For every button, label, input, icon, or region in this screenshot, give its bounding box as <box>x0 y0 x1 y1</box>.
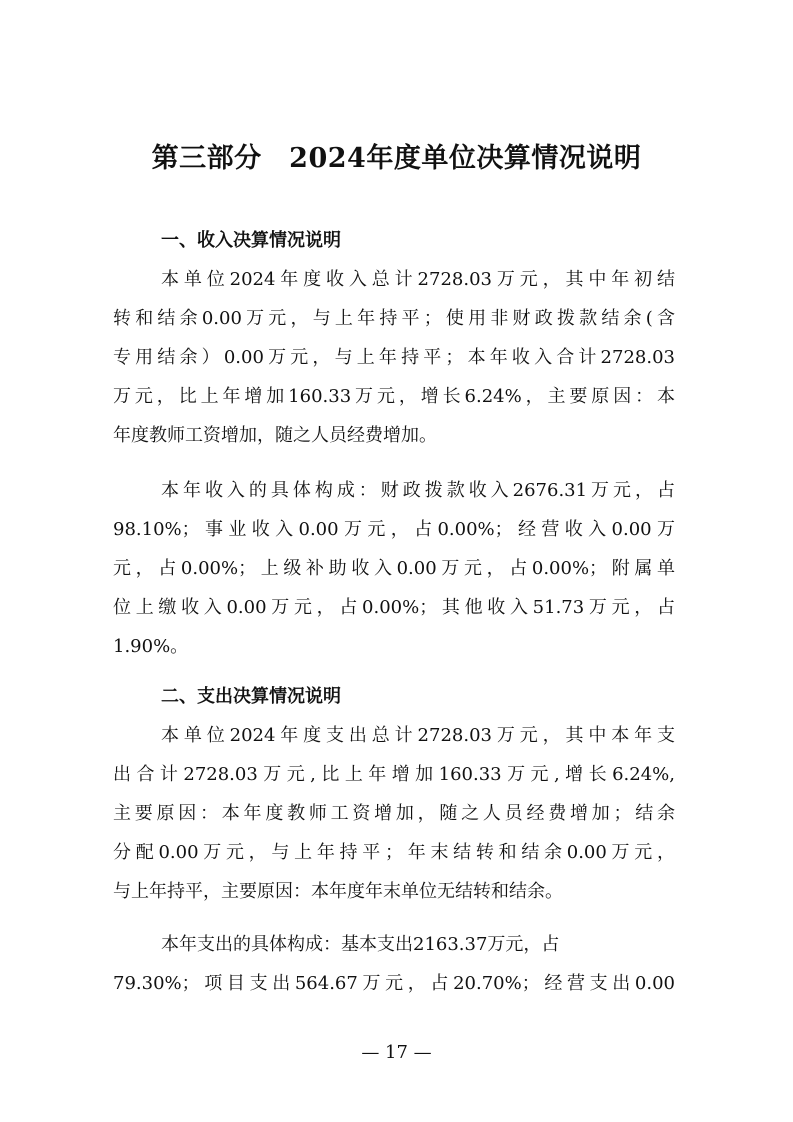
text-line: 本年收入的具体构成：财政拨款收入2676.31万元，占 <box>161 480 675 501</box>
text-line: 万元，比上年增加160.33万元，增长6.24%，主要原因：本 <box>113 386 675 407</box>
text-line: 与上年持平，主要原因：本年度年末单位无结转和结余。 <box>113 881 563 902</box>
section-heading-income: 一、收入决算情况说明 <box>161 230 341 251</box>
page-number: — 17 — <box>361 1042 432 1063</box>
text-line: 转和结余0.00万元，与上年持平；使用非财政拨款结余(含 <box>113 308 675 329</box>
text-line: 元，占0.00%；上级补助收入0.00万元，占0.00%；附属单 <box>113 558 675 579</box>
text-line: 本年支出的具体构成：基本支出2163.37万元，占 <box>161 934 560 955</box>
text-line: 98.10%；事业收入0.00万元，占0.00%；经营收入0.00万 <box>113 519 675 540</box>
text-line: 年度教师工资增加，随之人员经费增加。 <box>113 425 437 446</box>
text-line: 出合计2728.03万元,比上年增加160.33万元,增长6.24%, <box>113 764 675 785</box>
text-line: 专用结余）0.00万元，与上年持平；本年收入合计2728.03 <box>113 347 675 368</box>
section-heading-expenditure: 二、支出决算情况说明 <box>161 686 341 707</box>
text-line: 分配0.00万元，与上年持平；年末结转和结余0.00万元， <box>113 842 675 863</box>
text-line: 79.30%；项目支出564.67万元，占20.70%；经营支出0.00 <box>113 973 675 994</box>
text-line: 本单位2024年度收入总计2728.03万元，其中年初结 <box>161 269 675 290</box>
text-line: 1.90%。 <box>113 636 189 657</box>
page-title: 第三部分 2024年度单位决算情况说明 <box>151 143 642 174</box>
text-line: 位上缴收入0.00万元，占0.00%；其他收入51.73万元，占 <box>113 597 675 618</box>
text-line: 主要原因：本年度教师工资增加，随之人员经费增加；结余 <box>113 803 675 824</box>
text-line: 本单位2024年度支出总计2728.03万元，其中本年支 <box>161 725 675 746</box>
